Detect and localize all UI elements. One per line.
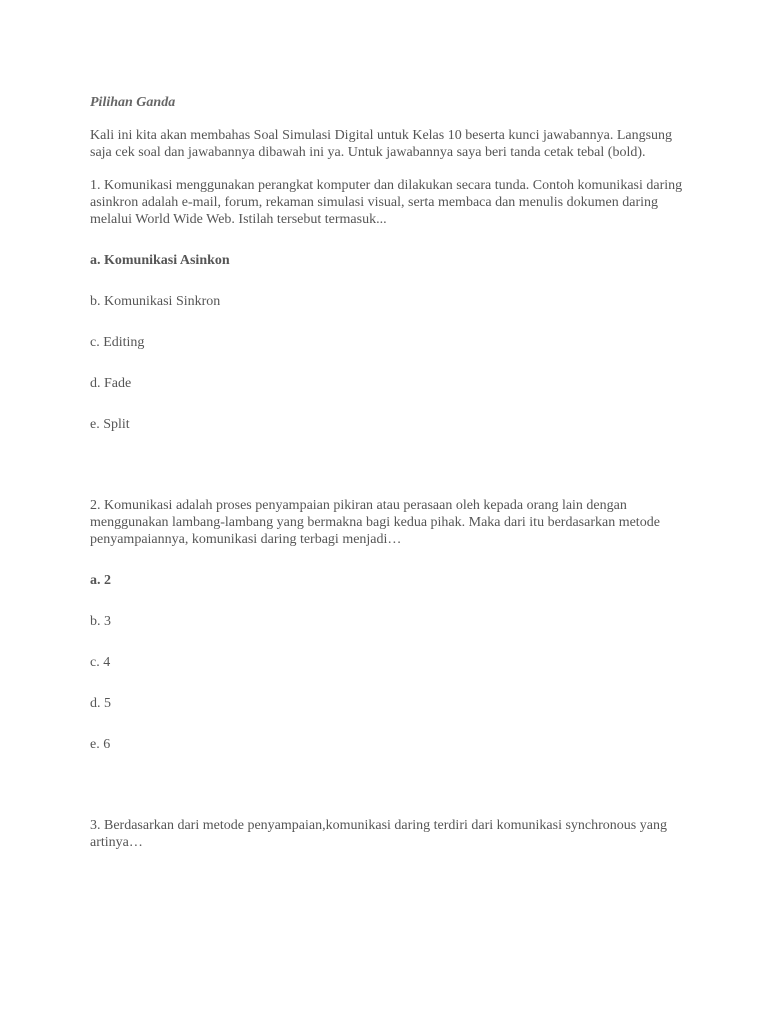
document-page [90, 94, 690, 867]
intro-paragraph: Kali ini kita akan membahas Soal Simulasi Digital untuk Kelas 10 beserta kunci jawabannya. Langsung saja cek soal dan jawabannya dibawah ini ya. Untuk jawabannya saya beri tanda cetak tebal (bold). [90, 128, 673, 160]
question-2-text: 2. Komunikasi adalah proses penyampaian pikiran atau perasaan oleh kepada orang lain dengan menggunakan lambang-lambang yang bermakna bagi kedua pihak. Maka dari itu berdasarkan metode penyampaiannya, komunikasi daring terbagi menjadi… [90, 498, 660, 547]
question-1-option-d: d. Fade [90, 376, 132, 391]
question-2-option-b: b. 3 [90, 614, 111, 629]
question-2-option-c: c. 4 [90, 655, 111, 670]
question-1-option-a: a. Komunikasi Asinkon [90, 253, 230, 268]
question-3-text: 3. Berdasarkan dari metode penyampaian,komunikasi daring terdiri dari komunikasi synchronous yang artinya… [90, 818, 667, 850]
question-1-option-b: b. Komunikasi Sinkron [90, 294, 221, 309]
spacer [90, 457, 690, 497]
spacer [90, 777, 690, 817]
question-1-option-e: e. Split [90, 417, 130, 432]
question-1-option-c: c. Editing [90, 335, 145, 350]
question-1-text: 1. Komunikasi menggunakan perangkat komputer dan dilakukan secara tunda. Contoh komunikasi daring asinkron adalah e-mail, forum, rekaman simulasi visual, serta membaca dan menulis dokumen daring melalui World Wide Web. Istilah tersebut termasuk... [90, 178, 683, 227]
question-2-option-a: a. 2 [90, 573, 111, 588]
question-2-option-d: d. 5 [90, 696, 111, 711]
section-heading: Pilihan Ganda [90, 95, 176, 110]
question-2-option-e: e. 6 [90, 737, 111, 752]
